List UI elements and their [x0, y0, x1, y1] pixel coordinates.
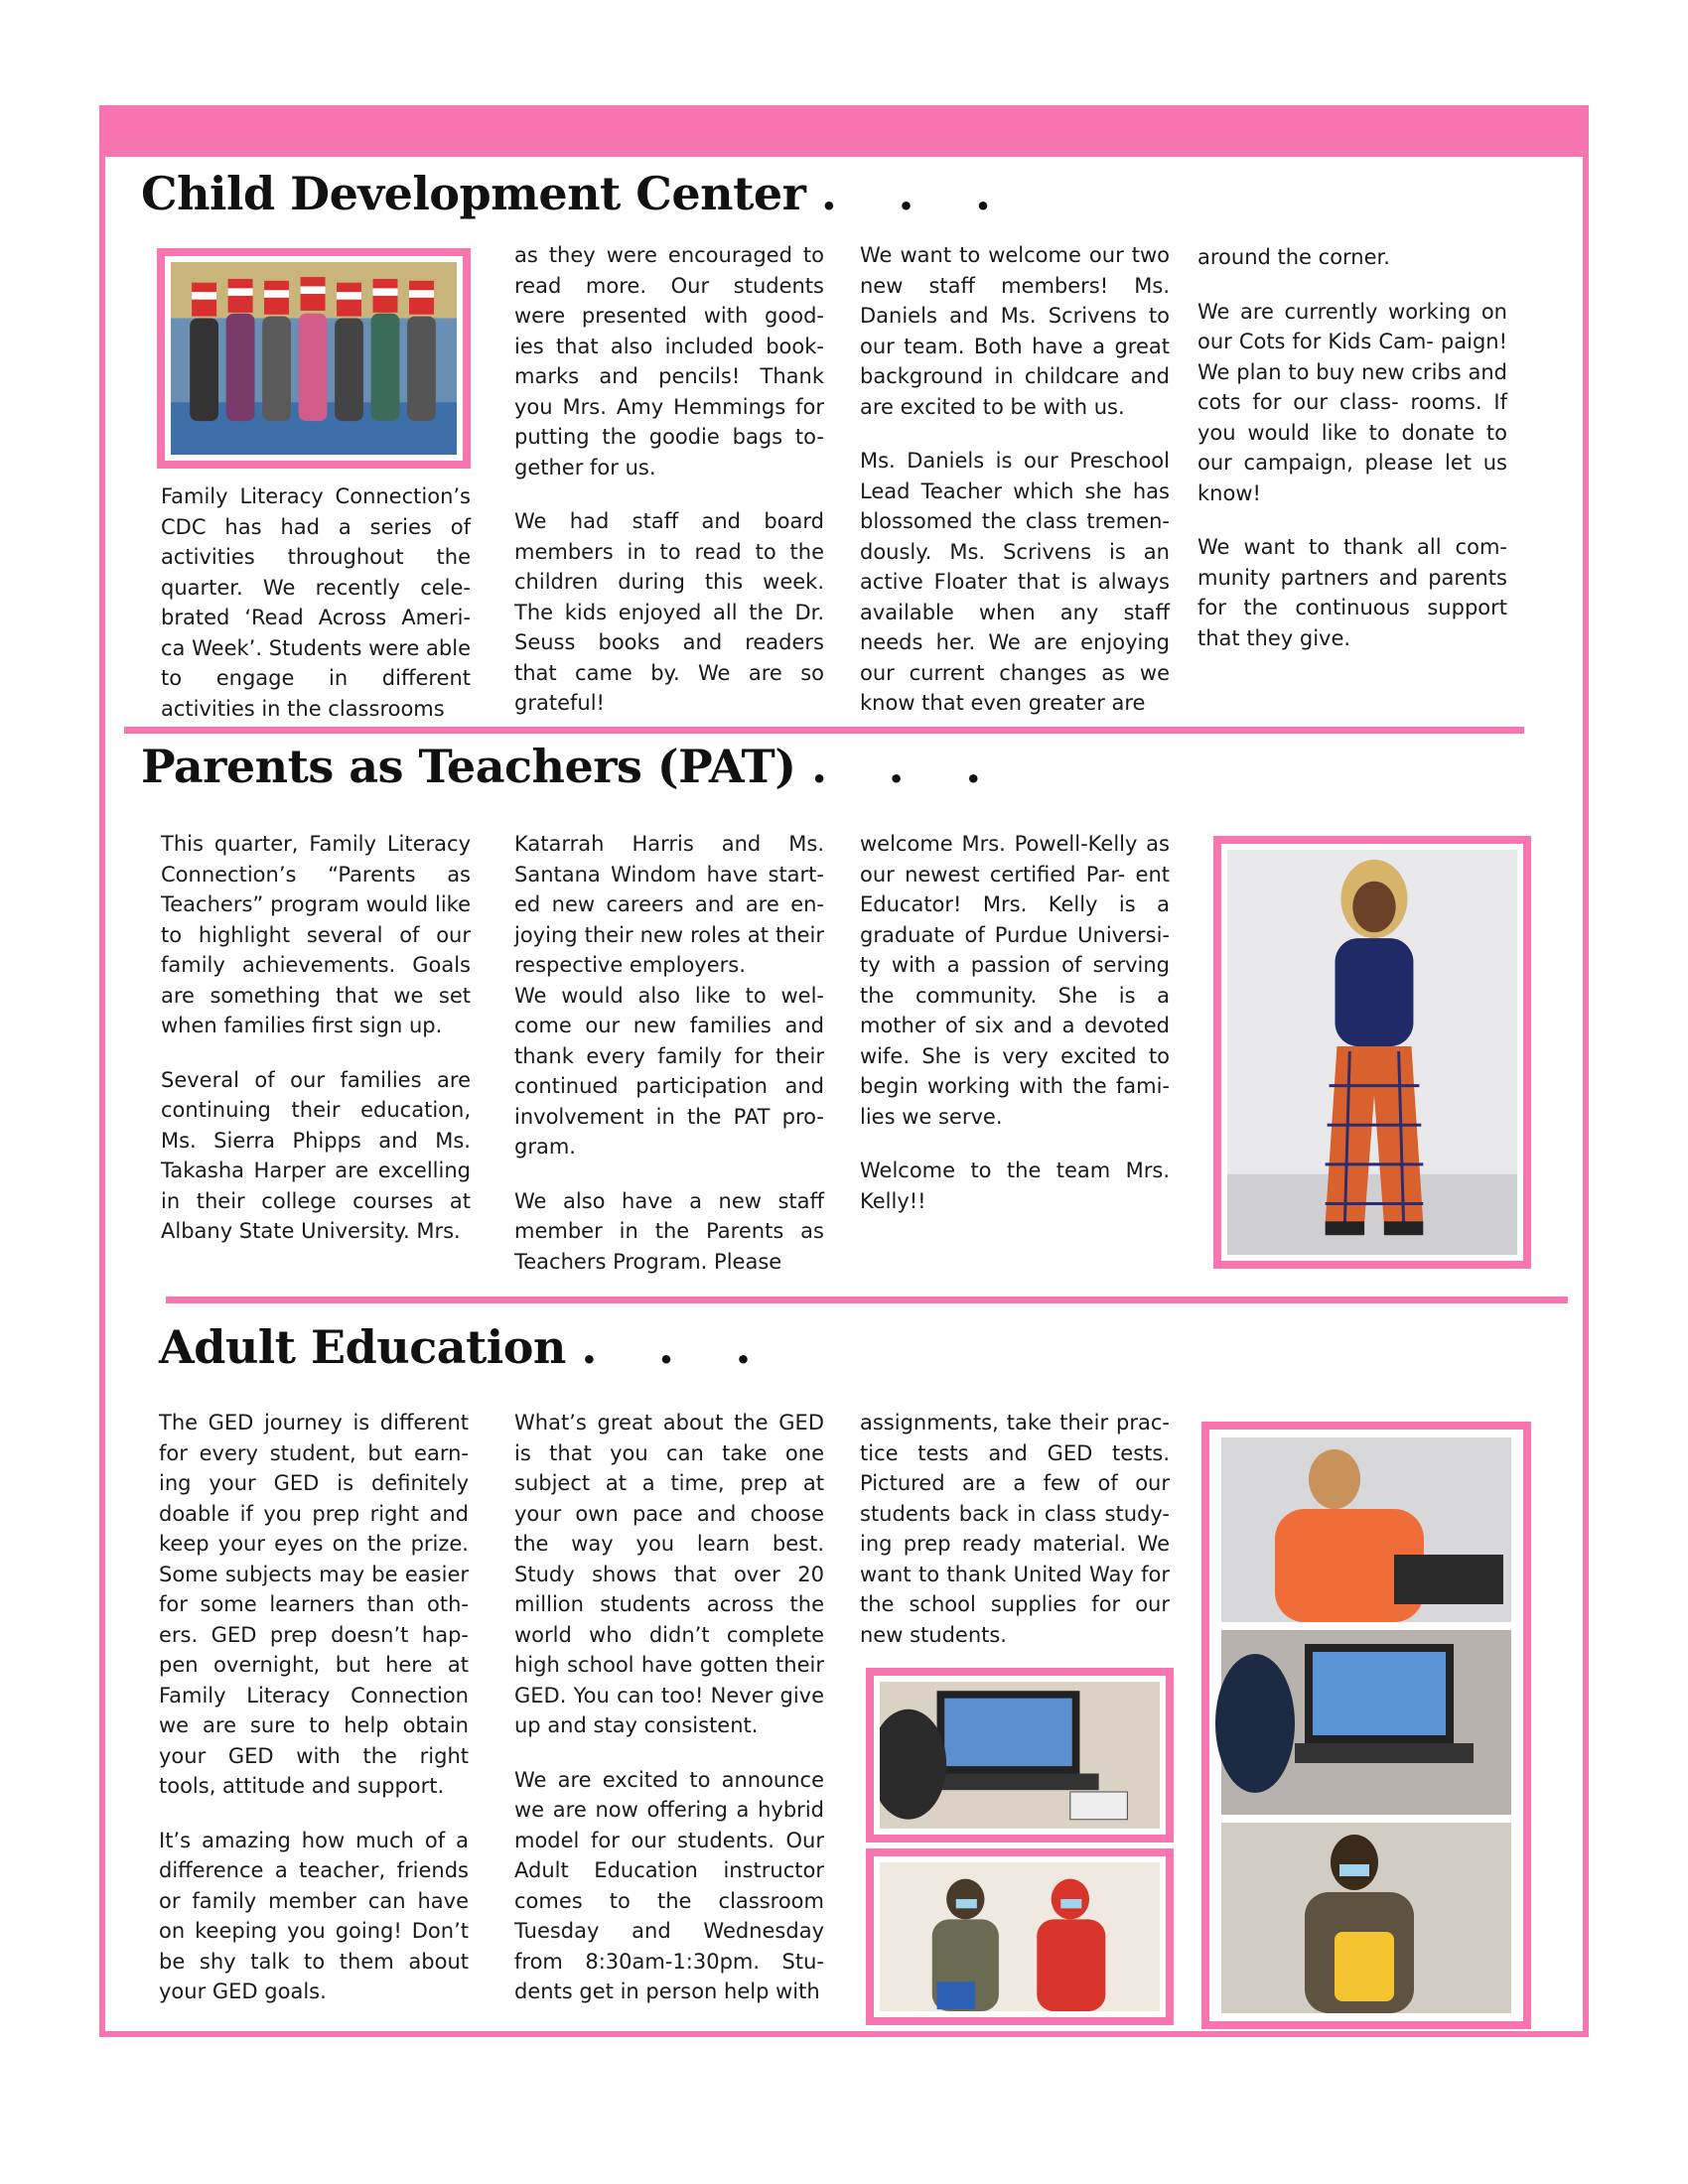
pat-column-3	[860, 829, 1170, 1240]
cdc-col4-para3: We want to thank all com- munity partners and parents for the continuous support that they give.	[1197, 535, 1507, 650]
pat-col3-para2: Welcome to the team Mrs. Kelly!!	[860, 1159, 1170, 1213]
cdc-heading: Child Development Center . . .	[141, 167, 991, 220]
pat-col3-para1: welcome Mrs. Powell-Kelly as our newest certified Par- ent Educator! Mrs. Kelly is a graduate of Purdue Universi- ty with a passion of serving the community. She is a mother of six and a devoted wife. She is very excited to begin working with the fami- lies we serve.	[860, 832, 1170, 1129]
adult-photo-laptop-student	[866, 1668, 1174, 1843]
adult-col1-para2: It’s amazing how much of a difference a teacher, friends or family member can have on keeping you going! Don’t be shy talk to them about your GED goals.	[159, 1828, 469, 2003]
adult-photo-two-students	[866, 1848, 1174, 2025]
cdc-column-2	[514, 240, 824, 743]
adult-col1-para1: The GED journey is different for every student, but earn- ing your GED is definitely doable if you prep right and keep your eyes on the prize. Some subjects may be easier for some learners than oth- ers. GED prep doesn’t hap- pen overnight, but here at Family Literacy Connection we are sure to help obtain your GED with the right tools, attitude and support.	[159, 1411, 469, 1798]
cdc-col1-text: Family Literacy Connection’s CDC has had a series of activities throughout the quarter. We recently cele- brated ‘Read Across Ameri- ca Week’. Students were able to engage in different activities in the classrooms	[161, 484, 471, 721]
adult-ed-heading: Adult Education . . .	[159, 1320, 752, 1374]
section-divider-2	[166, 1297, 1568, 1303]
adult-column-3	[860, 1408, 1170, 1674]
cdc-col2-para2: We had staff and board members in to read to the children during this week. The kids enjoyed all the Dr. Seuss books and readers that came by. We are so grateful!	[514, 509, 824, 715]
cdc-col3-para2: Ms. Daniels is our Preschool Lead Teacher which she has blossomed the class tremen- dously. Ms. Scrivens is an active Floater that is always available when any staff needs her. We are enjoying our current changes as we know that even greater are	[860, 449, 1170, 715]
cdc-col2-para1: as they were encouraged to read more. Our students were presented with good- ies that also included book- marks and pencils! Thank you Mrs. Amy Hemmings for putting the goodie bags to- gether for us.	[514, 243, 824, 479]
cdc-photo	[157, 248, 471, 469]
adult-col3-para1: assignments, take their prac- tice tests and GED tests. Pictured are a few of our students back in class study- ing prep ready material. We want to thank United Way for the school supplies for our new students.	[860, 1411, 1170, 1647]
adult-col2-para1: What’s great about the GED is that you can take one subject at a time, prep at your own pace and choose the way you learn best. Study shows that over 20 million students across the world who didn’t complete high school have gotten their GED. You can too! Never give up and stay consistent.	[514, 1411, 824, 1737]
pat-column-1	[161, 829, 471, 1271]
pat-col2-para2: We would also like to wel- come our new families and thank every family for their continued participation and involvement in the PAT pro- gram.	[514, 983, 824, 1159]
pat-col1-para1: This quarter, Family Literacy Connection’s “Parents as Teachers” program would like to highlight several of our family achievements. Goals are something that we set when families first sign up.	[161, 832, 471, 1037]
cdc-col4-para2: We are currently working on our Cots for Kids Cam- paign! We plan to buy new cribs and cots for our class- rooms. If you would like to donate to our campaign, please let us know!	[1197, 299, 1507, 505]
cdc-col3-para1: We want to welcome our two new staff members! Ms. Daniels and Ms. Scrivens to our team. Both have a great background in childcare and are excited to be with us.	[860, 243, 1170, 419]
pat-staff-photo	[1213, 836, 1531, 1269]
cdc-col4-para1: around the corner.	[1197, 245, 1390, 269]
cdc-column-4	[1197, 242, 1507, 677]
section-divider-1	[124, 727, 1524, 734]
pat-column-2	[514, 829, 824, 1300]
adult-col2-para2: We are excited to announce we are now offering a hybrid model for our students. Our Adult Education instructor comes to the classroom Tuesday and Wednesday from 8:30am-1:30pm. Stu- dents get in person help with	[514, 1767, 824, 2003]
adult-column-2	[514, 1408, 824, 2031]
pat-col1-para2: Several of our families are continuing their education, Ms. Sierra Phipps and Ms. Takasha Harper are excelling in their college courses at Albany State University. Mrs.	[161, 1067, 471, 1243]
adult-column-1	[159, 1408, 469, 2031]
pat-heading: Parents as Teachers (PAT) . . .	[141, 740, 981, 793]
pat-col2-para1: Katarrah Harris and Ms. Santana Windom have start- ed new careers and are en- joying their new roles at their respective employers.	[514, 832, 824, 977]
pat-col2-para3: We also have a new staff member in the Parents as Teachers Program. Please	[514, 1188, 824, 1274]
cdc-column-1	[161, 481, 471, 748]
adult-photo-stack	[1201, 1422, 1531, 2029]
cdc-column-3	[860, 240, 1170, 743]
